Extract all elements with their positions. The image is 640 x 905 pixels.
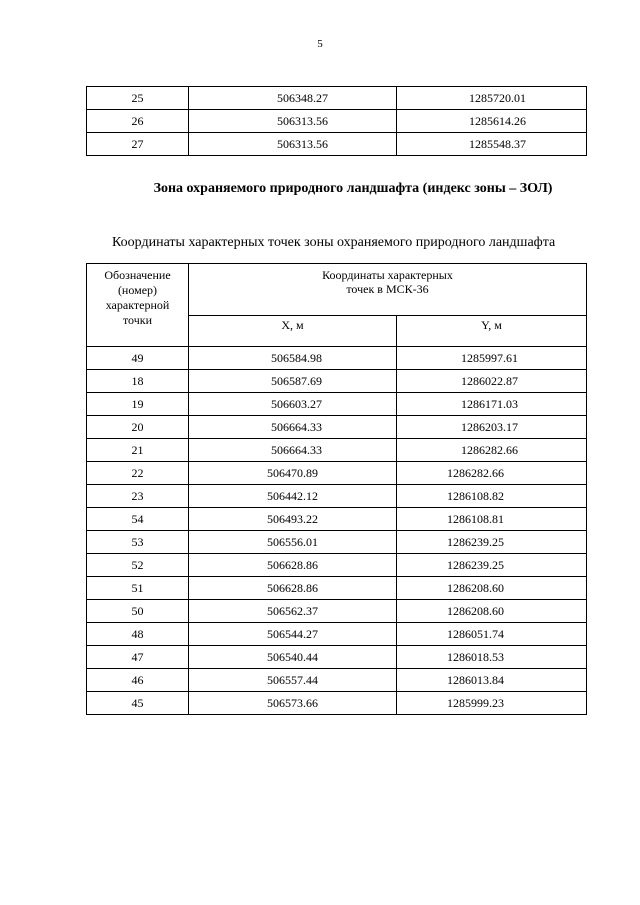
zone-title: Зона охраняемого природного ландшафта (индекс зоны – ЗОЛ) (153, 181, 553, 196)
table-row (87, 692, 587, 715)
y-coordinate-cell: 1286171.03 (397, 393, 587, 416)
x-coordinate-cell: 506628.86 (189, 554, 397, 577)
y-coordinate-cell: 1286239.25 (397, 554, 587, 577)
point-number-cell: 27 (87, 133, 189, 156)
y-coordinate-cell: 1286108.81 (397, 508, 587, 531)
continued-coordinates-table (86, 86, 587, 156)
point-number-cell: 51 (87, 577, 189, 600)
x-coordinate-cell: 506562.37 (189, 600, 397, 623)
y-coordinate-cell: 1286282.66 (397, 462, 587, 485)
y-coordinate-cell: 1285548.37 (397, 133, 587, 156)
table-row (87, 623, 587, 646)
point-number-cell: 50 (87, 600, 189, 623)
x-coordinate-cell: 506470.89 (189, 462, 397, 485)
y-coordinate-cell: 1286022.87 (397, 370, 587, 393)
point-number-cell: 47 (87, 646, 189, 669)
y-coordinate-cell: 1286203.17 (397, 416, 587, 439)
x-coordinate-cell: 506584.98 (189, 347, 397, 370)
table-caption: Координаты характерных точек зоны охраняемого природного ландшафта (112, 235, 556, 250)
point-number-cell: 22 (87, 462, 189, 485)
zone-coordinates-table (86, 263, 587, 715)
header-designation: Обозначение (номер) характерной точки (87, 264, 189, 347)
point-number-cell: 21 (87, 439, 189, 462)
point-number-cell: 18 (87, 370, 189, 393)
x-coordinate-cell: 506573.66 (189, 692, 397, 715)
table-row (87, 439, 587, 462)
table-row (87, 508, 587, 531)
page-number: 5 (317, 38, 323, 50)
point-number-cell: 54 (87, 508, 189, 531)
x-coordinate-cell: 506664.33 (189, 439, 397, 462)
y-coordinate-cell: 1285614.26 (397, 110, 587, 133)
y-coordinate-cell: 1286282.66 (397, 439, 587, 462)
y-coordinate-cell: 1286208.60 (397, 577, 587, 600)
x-coordinate-cell: 506628.86 (189, 577, 397, 600)
x-coordinate-cell: 506313.56 (189, 133, 397, 156)
table-row (87, 133, 587, 156)
y-coordinate-cell: 1286239.25 (397, 531, 587, 554)
point-number-cell: 48 (87, 623, 189, 646)
x-coordinate-cell: 506544.27 (189, 623, 397, 646)
x-coordinate-cell: 506493.22 (189, 508, 397, 531)
y-coordinate-cell: 1286013.84 (397, 669, 587, 692)
table-row (87, 347, 587, 370)
x-coordinate-cell: 506348.27 (189, 87, 397, 110)
table-row (87, 669, 587, 692)
point-number-cell: 53 (87, 531, 189, 554)
x-coordinate-cell: 506313.56 (189, 110, 397, 133)
y-coordinate-cell: 1286108.82 (397, 485, 587, 508)
table-row (87, 577, 587, 600)
table-row (87, 87, 587, 110)
table-row (87, 646, 587, 669)
point-number-cell: 23 (87, 485, 189, 508)
y-coordinate-cell: 1286208.60 (397, 600, 587, 623)
y-coordinate-cell: 1285997.61 (397, 347, 587, 370)
x-coordinate-cell: 506664.33 (189, 416, 397, 439)
table-row (87, 531, 587, 554)
header-coordinates: Координаты характерных точек в МСК-36 (189, 264, 587, 316)
y-coordinate-cell: 1285720.01 (397, 87, 587, 110)
table-row (87, 370, 587, 393)
point-number-cell: 49 (87, 347, 189, 370)
x-coordinate-cell: 506442.12 (189, 485, 397, 508)
table-row (87, 393, 587, 416)
point-number-cell: 19 (87, 393, 189, 416)
point-number-cell: 26 (87, 110, 189, 133)
y-coordinate-cell: 1285999.23 (397, 692, 587, 715)
point-number-cell: 52 (87, 554, 189, 577)
point-number-cell: 20 (87, 416, 189, 439)
table-row (87, 600, 587, 623)
x-coordinate-cell: 506556.01 (189, 531, 397, 554)
header-y: Y, м (397, 315, 587, 346)
x-coordinate-cell: 506587.69 (189, 370, 397, 393)
table-row (87, 462, 587, 485)
point-number-cell: 25 (87, 87, 189, 110)
y-coordinate-cell: 1286018.53 (397, 646, 587, 669)
table-row (87, 485, 587, 508)
x-coordinate-cell: 506540.44 (189, 646, 397, 669)
header-x: X, м (189, 315, 397, 346)
x-coordinate-cell: 506603.27 (189, 393, 397, 416)
table-row (87, 110, 587, 133)
point-number-cell: 45 (87, 692, 189, 715)
table-row (87, 416, 587, 439)
point-number-cell: 46 (87, 669, 189, 692)
table-row (87, 554, 587, 577)
x-coordinate-cell: 506557.44 (189, 669, 397, 692)
y-coordinate-cell: 1286051.74 (397, 623, 587, 646)
